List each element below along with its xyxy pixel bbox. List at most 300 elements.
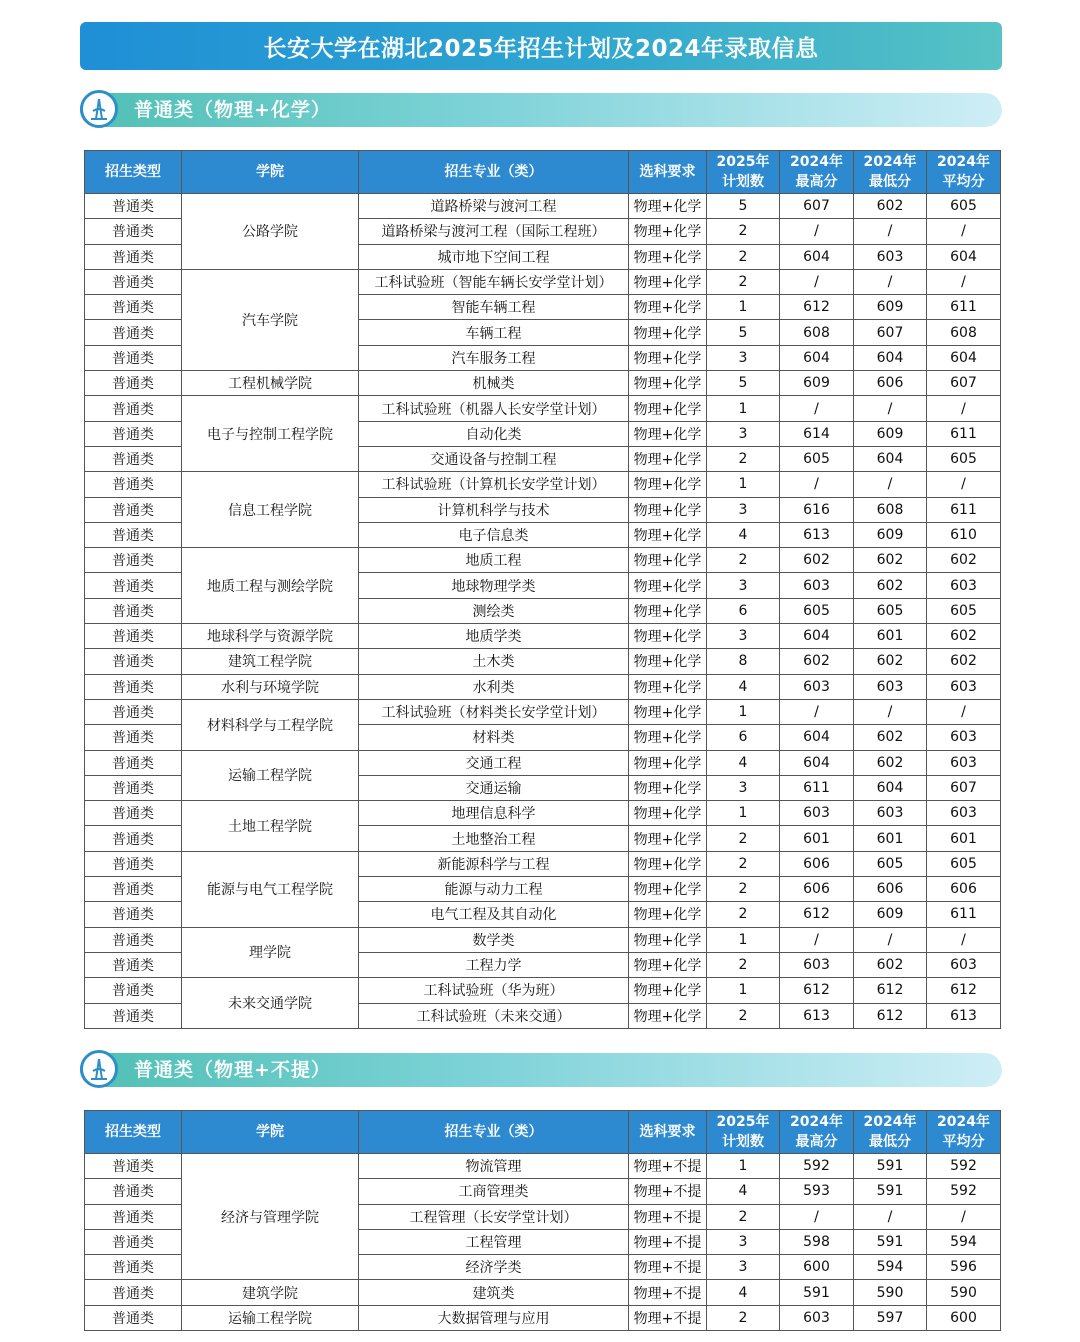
cell-avg: 613 <box>927 1003 1001 1028</box>
cell-avg: 592 <box>927 1154 1001 1179</box>
cell-max: 607 <box>780 194 854 219</box>
cell-major: 材料类 <box>359 725 629 750</box>
cell-avg: 594 <box>927 1229 1001 1254</box>
cell-plan: 2 <box>707 219 780 244</box>
cell-min: 606 <box>854 877 927 902</box>
cell-major: 工科试验班（材料类长安学堂计划） <box>359 699 629 724</box>
cell-type: 普通类 <box>85 573 182 598</box>
cell-min: / <box>854 472 927 497</box>
cell-type: 普通类 <box>85 421 182 446</box>
cell-plan: 3 <box>707 775 780 800</box>
cell-avg: 603 <box>927 674 1001 699</box>
cell-min: 604 <box>854 775 927 800</box>
table-row <box>85 1305 1001 1330</box>
table-row <box>85 371 1001 396</box>
cell-college: 运输工程学院 <box>182 750 359 801</box>
header-major: 招生专业（类） <box>359 151 629 194</box>
cell-major: 道路桥梁与渡河工程 <box>359 194 629 219</box>
cell-major: 机械类 <box>359 371 629 396</box>
cell-subject: 物理+化学 <box>629 371 707 396</box>
table-row <box>85 851 1001 876</box>
cell-max: 604 <box>780 750 854 775</box>
cell-type: 普通类 <box>85 548 182 573</box>
cell-type: 普通类 <box>85 649 182 674</box>
cell-min: 590 <box>854 1280 927 1305</box>
cell-plan: 3 <box>707 624 780 649</box>
cell-max: 602 <box>780 649 854 674</box>
cell-plan: 2 <box>707 952 780 977</box>
cell-min: 606 <box>854 371 927 396</box>
cell-min: 601 <box>854 624 927 649</box>
cell-subject: 物理+不提 <box>629 1154 707 1179</box>
cell-avg: 611 <box>927 497 1001 522</box>
table-row <box>85 472 1001 497</box>
cell-subject: 物理+不提 <box>629 1305 707 1330</box>
cell-max: / <box>780 219 854 244</box>
cell-plan: 2 <box>707 1204 780 1229</box>
cell-college: 地球科学与资源学院 <box>182 624 359 649</box>
header-type: 招生类型 <box>85 151 182 194</box>
cell-max: 593 <box>780 1179 854 1204</box>
cell-plan: 3 <box>707 573 780 598</box>
cell-major: 地质工程 <box>359 548 629 573</box>
cell-avg: 605 <box>927 598 1001 623</box>
cell-subject: 物理+化学 <box>629 598 707 623</box>
cell-plan: 6 <box>707 598 780 623</box>
cell-major: 交通运输 <box>359 775 629 800</box>
cell-major: 汽车服务工程 <box>359 345 629 370</box>
cell-max: 614 <box>780 421 854 446</box>
cell-college: 地质工程与测绘学院 <box>182 548 359 624</box>
page-title: 长安大学在湖北2025年招生计划及2024年录取信息 <box>80 22 1002 70</box>
cell-type: 普通类 <box>85 1255 182 1280</box>
cell-max: 611 <box>780 775 854 800</box>
cell-college: 经济与管理学院 <box>182 1154 359 1280</box>
cell-max: 604 <box>780 624 854 649</box>
cell-min: 602 <box>854 750 927 775</box>
cell-plan: 1 <box>707 699 780 724</box>
cell-max: 609 <box>780 371 854 396</box>
cell-min: 609 <box>854 421 927 446</box>
cell-max: / <box>780 472 854 497</box>
cell-max: 591 <box>780 1280 854 1305</box>
cell-type: 普通类 <box>85 396 182 421</box>
cell-max: 601 <box>780 826 854 851</box>
cell-avg: / <box>927 927 1001 952</box>
header-type: 招生类型 <box>85 1111 182 1154</box>
cell-avg: 603 <box>927 801 1001 826</box>
cell-min: 608 <box>854 497 927 522</box>
cell-min: / <box>854 219 927 244</box>
header-subject: 选科要求 <box>629 151 707 194</box>
cell-min: 597 <box>854 1305 927 1330</box>
cell-subject: 物理+化学 <box>629 624 707 649</box>
cell-major: 工科试验班（计算机长安学堂计划） <box>359 472 629 497</box>
cell-avg: 611 <box>927 902 1001 927</box>
cell-max: / <box>780 927 854 952</box>
cell-min: 591 <box>854 1229 927 1254</box>
cell-max: / <box>780 269 854 294</box>
cell-plan: 3 <box>707 497 780 522</box>
cell-major: 工商管理类 <box>359 1179 629 1204</box>
cell-type: 普通类 <box>85 446 182 471</box>
cell-avg: 611 <box>927 295 1001 320</box>
cell-type: 普通类 <box>85 725 182 750</box>
cell-type: 普通类 <box>85 801 182 826</box>
cell-min: 594 <box>854 1255 927 1280</box>
header-plan: 2025年 计划数 <box>707 151 780 194</box>
cell-college: 建筑工程学院 <box>182 649 359 674</box>
cell-max: 612 <box>780 902 854 927</box>
cell-max: 613 <box>780 1003 854 1028</box>
cell-max: 606 <box>780 851 854 876</box>
cell-plan: 1 <box>707 927 780 952</box>
cell-subject: 物理+化学 <box>629 472 707 497</box>
header-college: 学院 <box>182 151 359 194</box>
cell-plan: 1 <box>707 978 780 1003</box>
cell-type: 普通类 <box>85 598 182 623</box>
cell-type: 普通类 <box>85 851 182 876</box>
cell-min: 602 <box>854 725 927 750</box>
cell-major: 建筑类 <box>359 1280 629 1305</box>
cell-major: 数学类 <box>359 927 629 952</box>
cell-subject: 物理+化学 <box>629 851 707 876</box>
cell-min: 602 <box>854 952 927 977</box>
cell-min: 603 <box>854 801 927 826</box>
cell-major: 能源与动力工程 <box>359 877 629 902</box>
cell-college: 土地工程学院 <box>182 801 359 852</box>
cell-college: 水利与环境学院 <box>182 674 359 699</box>
cell-type: 普通类 <box>85 1003 182 1028</box>
cell-type: 普通类 <box>85 978 182 1003</box>
cell-college: 汽车学院 <box>182 269 359 370</box>
cell-avg: 603 <box>927 725 1001 750</box>
cell-min: 603 <box>854 244 927 269</box>
cell-max: 604 <box>780 244 854 269</box>
header-plan: 2025年 计划数 <box>707 1111 780 1154</box>
cell-type: 普通类 <box>85 269 182 294</box>
cell-avg: / <box>927 699 1001 724</box>
admission-table-physics-any <box>84 1110 1001 1331</box>
header-college: 学院 <box>182 1111 359 1154</box>
cell-major: 新能源科学与工程 <box>359 851 629 876</box>
cell-avg: 610 <box>927 522 1001 547</box>
cell-type: 普通类 <box>85 1204 182 1229</box>
cell-plan: 4 <box>707 1179 780 1204</box>
cell-subject: 物理+化学 <box>629 194 707 219</box>
cell-type: 普通类 <box>85 1229 182 1254</box>
cell-max: 605 <box>780 598 854 623</box>
cell-subject: 物理+化学 <box>629 877 707 902</box>
cell-plan: 4 <box>707 1280 780 1305</box>
cell-type: 普通类 <box>85 1154 182 1179</box>
cell-subject: 物理+化学 <box>629 548 707 573</box>
cell-min: / <box>854 269 927 294</box>
cell-major: 车辆工程 <box>359 320 629 345</box>
cell-plan: 5 <box>707 320 780 345</box>
cell-major: 地质学类 <box>359 624 629 649</box>
cell-avg: / <box>927 472 1001 497</box>
cell-min: 591 <box>854 1154 927 1179</box>
cell-major: 交通工程 <box>359 750 629 775</box>
cell-avg: 601 <box>927 826 1001 851</box>
cell-max: 602 <box>780 548 854 573</box>
cell-avg: 605 <box>927 194 1001 219</box>
tower-logo-icon <box>80 1050 118 1088</box>
cell-min: / <box>854 396 927 421</box>
cell-college: 未来交通学院 <box>182 978 359 1029</box>
cell-major: 自动化类 <box>359 421 629 446</box>
cell-plan: 8 <box>707 649 780 674</box>
cell-college: 材料科学与工程学院 <box>182 699 359 750</box>
cell-plan: 1 <box>707 295 780 320</box>
cell-avg: 602 <box>927 649 1001 674</box>
cell-subject: 物理+化学 <box>629 421 707 446</box>
cell-plan: 3 <box>707 1229 780 1254</box>
cell-min: 607 <box>854 320 927 345</box>
header-min: 2024年 最低分 <box>854 151 927 194</box>
section-label: 普通类（物理+化学） <box>134 99 331 121</box>
cell-max: 604 <box>780 345 854 370</box>
cell-min: 612 <box>854 1003 927 1028</box>
cell-major: 工科试验班（未来交通） <box>359 1003 629 1028</box>
cell-min: 609 <box>854 902 927 927</box>
cell-max: 600 <box>780 1255 854 1280</box>
cell-max: 604 <box>780 725 854 750</box>
cell-avg: 590 <box>927 1280 1001 1305</box>
cell-type: 普通类 <box>85 952 182 977</box>
cell-major: 电气工程及其自动化 <box>359 902 629 927</box>
cell-subject: 物理+化学 <box>629 522 707 547</box>
cell-subject: 物理+化学 <box>629 775 707 800</box>
table-row <box>85 699 1001 724</box>
cell-type: 普通类 <box>85 219 182 244</box>
cell-type: 普通类 <box>85 624 182 649</box>
cell-type: 普通类 <box>85 699 182 724</box>
cell-subject: 物理+化学 <box>629 573 707 598</box>
cell-subject: 物理+化学 <box>629 219 707 244</box>
cell-plan: 2 <box>707 269 780 294</box>
cell-subject: 物理+化学 <box>629 497 707 522</box>
cell-max: / <box>780 1204 854 1229</box>
cell-plan: 1 <box>707 801 780 826</box>
cell-plan: 2 <box>707 1305 780 1330</box>
admission-table-physics-chemistry <box>84 150 1001 1029</box>
cell-plan: 1 <box>707 1154 780 1179</box>
cell-avg: / <box>927 1204 1001 1229</box>
cell-min: 602 <box>854 649 927 674</box>
cell-subject: 物理+化学 <box>629 320 707 345</box>
cell-type: 普通类 <box>85 371 182 396</box>
cell-avg: 592 <box>927 1179 1001 1204</box>
cell-subject: 物理+化学 <box>629 396 707 421</box>
cell-major: 工程管理 <box>359 1229 629 1254</box>
cell-subject: 物理+不提 <box>629 1204 707 1229</box>
table-row <box>85 1154 1001 1179</box>
cell-subject: 物理+化学 <box>629 649 707 674</box>
cell-college: 理学院 <box>182 927 359 978</box>
cell-major: 计算机科学与技术 <box>359 497 629 522</box>
cell-subject: 物理+不提 <box>629 1179 707 1204</box>
cell-avg: 596 <box>927 1255 1001 1280</box>
cell-type: 普通类 <box>85 345 182 370</box>
cell-subject: 物理+化学 <box>629 446 707 471</box>
cell-type: 普通类 <box>85 244 182 269</box>
cell-plan: 3 <box>707 421 780 446</box>
cell-plan: 2 <box>707 548 780 573</box>
cell-plan: 4 <box>707 674 780 699</box>
cell-plan: 4 <box>707 750 780 775</box>
cell-type: 普通类 <box>85 1305 182 1330</box>
cell-min: 602 <box>854 548 927 573</box>
cell-plan: 2 <box>707 851 780 876</box>
table-row <box>85 978 1001 1003</box>
cell-min: 612 <box>854 978 927 1003</box>
cell-avg: 607 <box>927 371 1001 396</box>
cell-avg: 600 <box>927 1305 1001 1330</box>
cell-subject: 物理+化学 <box>629 725 707 750</box>
cell-min: / <box>854 927 927 952</box>
cell-major: 智能车辆工程 <box>359 295 629 320</box>
cell-college: 运输工程学院 <box>182 1305 359 1330</box>
table-row <box>85 801 1001 826</box>
cell-type: 普通类 <box>85 927 182 952</box>
cell-max: 603 <box>780 573 854 598</box>
cell-college: 公路学院 <box>182 194 359 270</box>
cell-type: 普通类 <box>85 750 182 775</box>
cell-max: 603 <box>780 952 854 977</box>
cell-min: / <box>854 699 927 724</box>
cell-plan: 2 <box>707 1003 780 1028</box>
table-row <box>85 269 1001 294</box>
header-max: 2024年 最高分 <box>780 151 854 194</box>
cell-max: 608 <box>780 320 854 345</box>
cell-min: 609 <box>854 295 927 320</box>
cell-major: 经济学类 <box>359 1255 629 1280</box>
cell-min: 604 <box>854 446 927 471</box>
cell-avg: 603 <box>927 750 1001 775</box>
cell-plan: 2 <box>707 877 780 902</box>
cell-major: 道路桥梁与渡河工程（国际工程班） <box>359 219 629 244</box>
table-row <box>85 548 1001 573</box>
cell-min: 602 <box>854 194 927 219</box>
cell-college: 工程机械学院 <box>182 371 359 396</box>
cell-major: 工科试验班（机器人长安学堂计划） <box>359 396 629 421</box>
cell-max: 612 <box>780 295 854 320</box>
cell-subject: 物理+化学 <box>629 927 707 952</box>
cell-type: 普通类 <box>85 902 182 927</box>
section-header-physics-chemistry <box>80 93 1002 127</box>
cell-plan: 3 <box>707 1255 780 1280</box>
table-row <box>85 649 1001 674</box>
cell-college: 建筑学院 <box>182 1280 359 1305</box>
cell-subject: 物理+化学 <box>629 952 707 977</box>
cell-avg: 604 <box>927 244 1001 269</box>
cell-max: 592 <box>780 1154 854 1179</box>
cell-avg: / <box>927 219 1001 244</box>
cell-type: 普通类 <box>85 775 182 800</box>
table-header-row <box>85 1111 1001 1154</box>
cell-avg: 612 <box>927 978 1001 1003</box>
cell-type: 普通类 <box>85 295 182 320</box>
cell-plan: 4 <box>707 522 780 547</box>
cell-avg: 607 <box>927 775 1001 800</box>
cell-min: 605 <box>854 851 927 876</box>
cell-min: 609 <box>854 522 927 547</box>
cell-avg: 602 <box>927 624 1001 649</box>
cell-major: 电子信息类 <box>359 522 629 547</box>
table-row <box>85 396 1001 421</box>
cell-max: / <box>780 396 854 421</box>
cell-type: 普通类 <box>85 320 182 345</box>
cell-plan: 6 <box>707 725 780 750</box>
cell-subject: 物理+不提 <box>629 1255 707 1280</box>
header-major: 招生专业（类） <box>359 1111 629 1154</box>
header-avg: 2024年 平均分 <box>927 1111 1001 1154</box>
cell-subject: 物理+化学 <box>629 1003 707 1028</box>
cell-major: 交通设备与控制工程 <box>359 446 629 471</box>
cell-type: 普通类 <box>85 674 182 699</box>
cell-avg: 605 <box>927 851 1001 876</box>
cell-plan: 2 <box>707 902 780 927</box>
cell-plan: 1 <box>707 396 780 421</box>
header-min: 2024年 最低分 <box>854 1111 927 1154</box>
cell-avg: 605 <box>927 446 1001 471</box>
cell-min: 603 <box>854 674 927 699</box>
cell-major: 物流管理 <box>359 1154 629 1179</box>
cell-major: 工程力学 <box>359 952 629 977</box>
cell-subject: 物理+不提 <box>629 1280 707 1305</box>
cell-major: 土木类 <box>359 649 629 674</box>
table-row <box>85 750 1001 775</box>
cell-subject: 物理+化学 <box>629 699 707 724</box>
table-row <box>85 927 1001 952</box>
cell-college: 信息工程学院 <box>182 472 359 548</box>
header-avg: 2024年 平均分 <box>927 151 1001 194</box>
cell-plan: 1 <box>707 472 780 497</box>
cell-major: 城市地下空间工程 <box>359 244 629 269</box>
cell-avg: 603 <box>927 573 1001 598</box>
cell-type: 普通类 <box>85 826 182 851</box>
cell-max: 613 <box>780 522 854 547</box>
cell-max: 603 <box>780 674 854 699</box>
cell-avg: 608 <box>927 320 1001 345</box>
cell-max: 603 <box>780 801 854 826</box>
cell-avg: 604 <box>927 345 1001 370</box>
cell-subject: 物理+化学 <box>629 269 707 294</box>
header-subject: 选科要求 <box>629 1111 707 1154</box>
cell-major: 地理信息科学 <box>359 801 629 826</box>
cell-max: 612 <box>780 978 854 1003</box>
cell-avg: / <box>927 396 1001 421</box>
cell-subject: 物理+不提 <box>629 1229 707 1254</box>
table-row <box>85 624 1001 649</box>
header-max: 2024年 最高分 <box>780 1111 854 1154</box>
cell-major: 工科试验班（智能车辆长安学堂计划） <box>359 269 629 294</box>
cell-major: 地球物理学类 <box>359 573 629 598</box>
cell-subject: 物理+化学 <box>629 674 707 699</box>
cell-type: 普通类 <box>85 522 182 547</box>
cell-avg: 606 <box>927 877 1001 902</box>
cell-min: 602 <box>854 573 927 598</box>
cell-subject: 物理+化学 <box>629 750 707 775</box>
cell-plan: 3 <box>707 345 780 370</box>
cell-type: 普通类 <box>85 497 182 522</box>
cell-subject: 物理+化学 <box>629 295 707 320</box>
cell-subject: 物理+化学 <box>629 826 707 851</box>
cell-max: 606 <box>780 877 854 902</box>
cell-college: 能源与电气工程学院 <box>182 851 359 927</box>
